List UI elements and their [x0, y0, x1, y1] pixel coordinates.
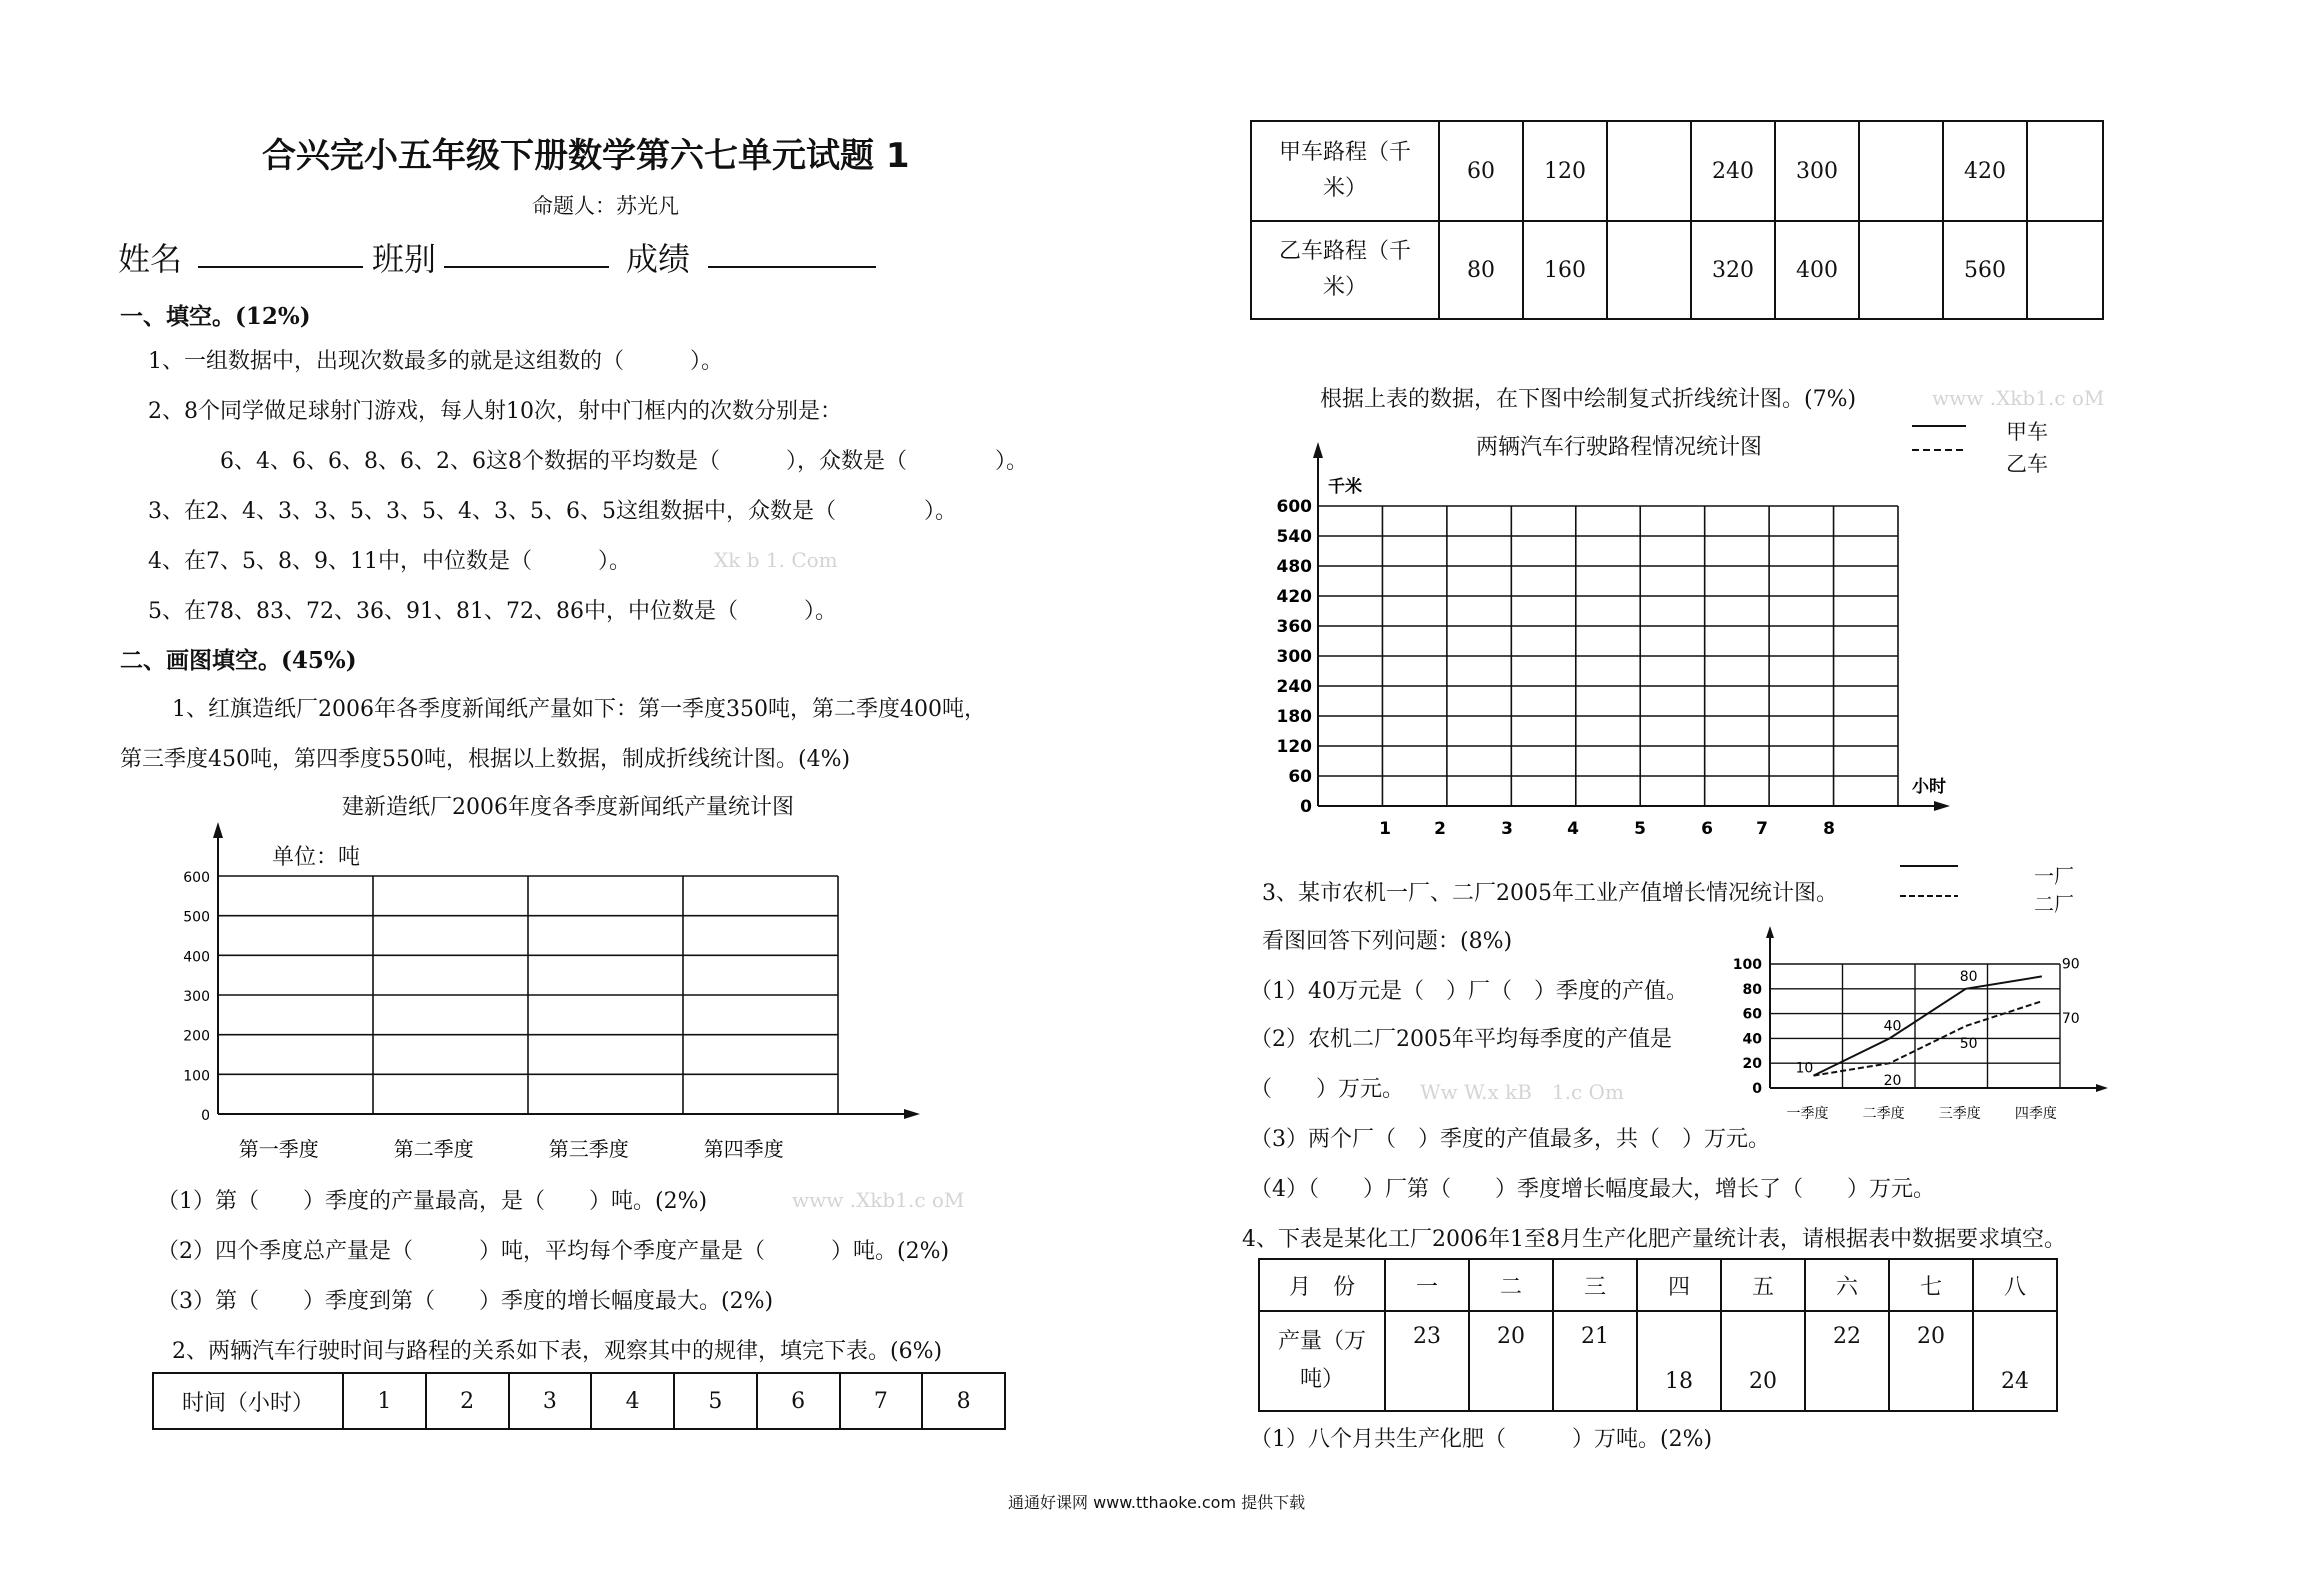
x-tick-label: 第四季度	[703, 1137, 784, 1161]
data-label: 40	[1883, 1018, 1902, 1035]
p3-legend-b: 二厂	[2034, 892, 2074, 916]
y-tick-label: 400	[183, 949, 210, 966]
y-tick-label: 20	[1742, 1056, 1762, 1073]
x-axis-arrow	[2096, 1084, 2108, 1092]
s1-q2b: 6、4、6、6、8、6、2、6这8个数据的平均数是（ ），众数是（ ）。	[220, 449, 1028, 474]
p3-sub: 看图回答下列问题：(8%)	[1262, 929, 1513, 954]
y-tick-label: 0	[201, 1108, 210, 1124]
month-cell: 二	[1469, 1259, 1553, 1311]
watermark: www .Xkb1.c oM	[792, 1188, 965, 1212]
x-tick-label: 1	[1379, 819, 1391, 839]
s1-q3: 3、在2、4、3、3、5、3、5、4、3、5、6、5这组数据中，众数是（ ）。	[148, 499, 957, 524]
x-tick-label: 3	[1501, 819, 1513, 839]
car-b-label-line2: 米）	[1322, 275, 1367, 300]
x-tick-label: 4	[1567, 819, 1579, 839]
x-tick-label: 8	[1823, 819, 1835, 839]
month-header: 月 份	[1259, 1259, 1385, 1311]
month-cell: 三	[1553, 1259, 1637, 1311]
output-cell: 24	[1973, 1311, 2057, 1411]
car-a-label-line1: 甲车路程（千	[1278, 140, 1411, 165]
car-b-cell: 560	[1943, 221, 2027, 319]
chart1-question1: （1）第（ ）季度的产量最高，是（ ）吨。(2%)	[157, 1189, 708, 1214]
chart2-title: 两辆汽车行驶路程情况统计图	[1476, 435, 1763, 460]
month-cell: 五	[1721, 1259, 1805, 1311]
x-tick-label: 二季度	[1862, 1106, 1905, 1122]
time-cell: 4	[591, 1373, 674, 1429]
time-cell: 5	[674, 1373, 757, 1429]
section1-heading: 一、填空。(12%)	[120, 303, 311, 330]
y-tick-label: 480	[1276, 557, 1312, 577]
car-a-cell[interactable]	[1859, 121, 1943, 221]
watermark: Ww W.x kB 1.c Om	[1420, 1080, 1624, 1104]
data-label: 50	[1959, 1036, 1978, 1052]
x-tick-label: 7	[1756, 819, 1768, 839]
x-tick-label: 2	[1434, 819, 1446, 839]
score-label: 成绩	[626, 240, 691, 278]
car-b-cell: 160	[1523, 221, 1607, 319]
s1-q4: 4、在7、5、8、9、11中，中位数是（ ）。	[148, 549, 631, 574]
time-cell: 2	[426, 1373, 509, 1429]
car-b-label	[1251, 221, 1439, 319]
y-tick-label: 0	[1752, 1081, 1762, 1097]
x-tick-label: 第二季度	[393, 1137, 474, 1161]
month-cell: 八	[1973, 1259, 2057, 1311]
y-tick-label: 600	[1276, 497, 1312, 517]
draw-instruction: 根据上表的数据，在下图中绘制复式折线统计图。(7%)	[1320, 387, 1857, 412]
p3-q2b: （ ）万元。	[1250, 1077, 1405, 1102]
car-b-cell[interactable]	[1859, 221, 1943, 319]
y-tick-label: 200	[183, 1028, 210, 1045]
data-label: 80	[1959, 968, 1978, 985]
car-a-cell: 240	[1691, 121, 1775, 221]
output-cell: 18	[1637, 1311, 1721, 1411]
y-tick-label: 360	[1276, 617, 1312, 637]
data-label: 70	[2061, 1011, 2080, 1028]
series-line-1	[1814, 976, 2042, 1075]
y-tick-label: 300	[1276, 647, 1312, 667]
data-label: 10	[1795, 1060, 1814, 1077]
chart1-title: 建新造纸厂2006年度各季度新闻纸产量统计图	[342, 795, 794, 820]
p3-q4: （4）（ ）厂第（ ）季度增长幅度最大，增长了（ ）万元。	[1250, 1177, 1935, 1202]
y-tick-label: 60	[1742, 1006, 1762, 1023]
p3-legend-a: 一厂	[2034, 864, 2074, 888]
car-b-cell: 80	[1439, 221, 1523, 319]
output-cell: 21	[1553, 1311, 1637, 1411]
y-tick-label: 500	[183, 909, 210, 926]
y-tick-label: 300	[183, 989, 210, 1005]
chart2-legend-b: 乙车	[2006, 452, 2048, 476]
y-tick-label: 80	[1742, 981, 1762, 998]
x-tick-label: 第一季度	[238, 1137, 319, 1161]
output-label-line2: 吨）	[1299, 1367, 1344, 1392]
x-tick-label: 四季度	[2014, 1106, 2057, 1122]
watermark: Xk b 1. Com	[714, 548, 838, 572]
car-a-cell: 120	[1523, 121, 1607, 221]
watermark: www .Xkb1.c oM	[1932, 386, 2105, 410]
time-cell: 7	[840, 1373, 923, 1429]
s1-q5: 5、在78、83、72、36、91、81、72、86中，中位数是（ ）。	[148, 599, 837, 624]
s2-p2: 2、两辆汽车行驶时间与路程的关系如下表，观察其中的规律，填完下表。(6%)	[172, 1339, 943, 1364]
output-cell: 20	[1469, 1311, 1553, 1411]
p3-q2: （2）农机二厂2005年平均每季度的产值是	[1250, 1027, 1672, 1052]
car-b-cell[interactable]	[1607, 221, 1691, 319]
y-tick-label: 180	[1276, 707, 1312, 727]
output-cell: 20	[1889, 1311, 1973, 1411]
y-tick-label: 600	[183, 870, 210, 886]
month-cell: 一	[1385, 1259, 1469, 1311]
car-b-cell: 400	[1775, 221, 1859, 319]
x-axis-unit: 小时	[1912, 777, 1946, 797]
car-a-label	[1251, 121, 1439, 221]
section2-heading: 二、画图填空。(45%)	[120, 647, 357, 674]
s1-q2: 2、8个同学做足球射门游戏，每人射10次，射中门框内的次数分别是：	[148, 399, 842, 424]
output-cell: 22	[1805, 1311, 1889, 1411]
car-a-label-line2: 米）	[1322, 176, 1367, 201]
month-cell: 六	[1805, 1259, 1889, 1311]
x-tick-label: 三季度	[1938, 1106, 1981, 1122]
time-table	[152, 1372, 1006, 1430]
month-cell: 四	[1637, 1259, 1721, 1311]
x-tick-label: 第三季度	[548, 1137, 629, 1161]
car-b-cell: 320	[1691, 221, 1775, 319]
month-cell: 七	[1889, 1259, 1973, 1311]
x-axis-arrow	[1934, 801, 1950, 811]
p4-q1: （1）八个月共生产化肥（ ）万吨。(2%)	[1250, 1427, 1713, 1452]
p3-heading: 3、某市农机一厂、二厂2005年工业产值增长情况统计图。	[1262, 881, 1838, 906]
chart1-question2: （2）四个季度总产量是（ ）吨，平均每个季度产量是（ ）吨。(2%)	[157, 1239, 950, 1264]
chart2-legend-a: 甲车	[2006, 420, 2048, 444]
s2-p1b: 第三季度450吨，第四季度550吨，根据以上数据，制成折线统计图。(4%)	[120, 747, 851, 772]
name-label: 姓名	[118, 240, 183, 278]
time-cell: 1	[343, 1373, 426, 1429]
y-tick-label: 0	[1300, 797, 1312, 817]
y-axis-arrow	[1313, 442, 1323, 458]
x-tick-label: 6	[1701, 819, 1713, 839]
output-cell: 20	[1721, 1311, 1805, 1411]
data-label: 90	[2061, 956, 2080, 973]
output-cell: 23	[1385, 1311, 1469, 1411]
y-tick-label: 100	[183, 1068, 210, 1085]
s1-q1: 1、一组数据中，出现次数最多的就是这组数的（ ）。	[148, 349, 723, 374]
car-a-cell[interactable]	[2027, 121, 2103, 221]
x-tick-label: 一季度	[1786, 1106, 1829, 1122]
footer: 通通好课网 www.tthaoke.com 提供下载	[1008, 1493, 1306, 1512]
author-line: 命题人：苏光凡	[532, 194, 679, 218]
page-title: 合兴完小五年级下册数学第六七单元试题 1	[262, 136, 910, 176]
output-label-line1: 产量（万	[1277, 1329, 1366, 1354]
time-cell: 3	[509, 1373, 592, 1429]
p3-q1: （1）40万元是（ ）厂（ ）季度的产值。	[1250, 979, 1688, 1004]
y-tick-label: 420	[1276, 587, 1312, 607]
y-tick-label: 60	[1288, 767, 1312, 787]
y-tick-label: 540	[1276, 527, 1312, 547]
y-tick-label: 120	[1276, 737, 1312, 757]
time-cell: 6	[757, 1373, 840, 1429]
y-tick-label: 240	[1276, 677, 1312, 697]
s2-p1a: 1、红旗造纸厂2006年各季度新闻纸产量如下：第一季度350吨，第二季度400吨，	[172, 697, 986, 722]
data-label: 20	[1883, 1073, 1902, 1090]
car-b-label-line1: 乙车路程（千	[1278, 239, 1411, 264]
p4-heading: 4、下表是某化工厂2006年1至8月生产化肥产量统计表，请根据表中数据要求填空。	[1242, 1227, 2066, 1252]
x-tick-label: 5	[1634, 819, 1646, 839]
car-a-cell: 60	[1439, 121, 1523, 221]
car-table	[1250, 120, 2104, 320]
y-axis-unit: 千米	[1328, 477, 1362, 497]
car-a-cell: 420	[1943, 121, 2027, 221]
y-axis-arrow	[213, 822, 223, 838]
x-axis-arrow	[904, 1109, 920, 1119]
time-header: 时间（小时）	[153, 1373, 343, 1429]
p3-q3: （3）两个厂（ ）季度的产值最多，共（ ）万元。	[1250, 1127, 1770, 1152]
time-cell: 8	[922, 1373, 1005, 1429]
y-tick-label: 100	[1732, 957, 1762, 973]
month-table	[1258, 1258, 2058, 1412]
car-a-cell[interactable]	[1607, 121, 1691, 221]
car-b-cell[interactable]	[2027, 221, 2103, 319]
car-a-cell: 300	[1775, 121, 1859, 221]
class-label: 班别	[372, 240, 437, 278]
chart1-unit: 单位：吨	[272, 845, 361, 870]
chart1-question3: （3）第（ ）季度到第（ ）季度的增长幅度最大。(2%)	[157, 1289, 774, 1314]
y-tick-label: 40	[1742, 1031, 1762, 1048]
y-axis-arrow	[1766, 926, 1774, 938]
output-label	[1259, 1311, 1385, 1411]
